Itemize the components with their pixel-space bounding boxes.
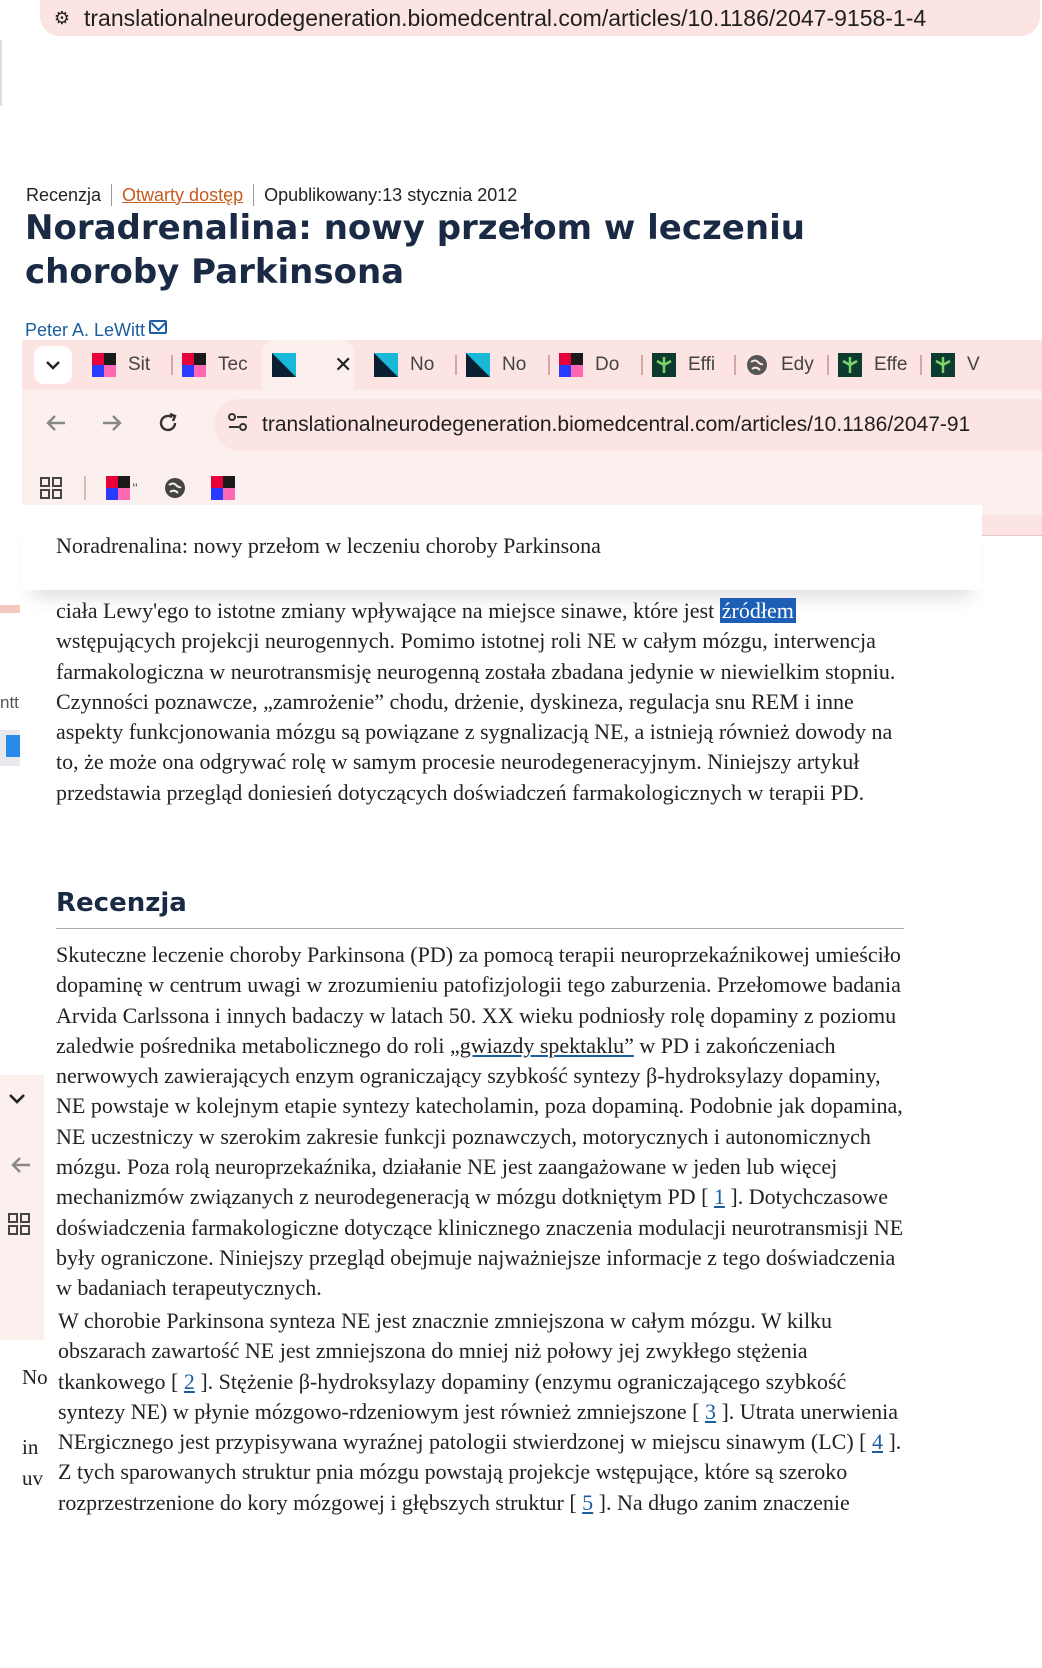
translational-logo-icon	[272, 353, 296, 377]
background-url-text: translationalneurodegeneration.biomedcentral.com/articles/10.1186/2047-9158-1-4	[84, 4, 927, 31]
site-info-icon[interactable]: ⚙	[53, 7, 71, 28]
body-paragraph-2	[58, 1306, 908, 1518]
tab-2[interactable]	[172, 345, 262, 385]
tab-6[interactable]	[549, 345, 642, 385]
author-name[interactable]: Peter A. LeWitt	[25, 320, 146, 340]
author-link[interactable]	[25, 320, 167, 341]
meta-divider	[253, 184, 254, 206]
window-fragment-text: ntt	[0, 693, 19, 712]
apps-button[interactable]	[34, 471, 68, 505]
text-run: W chorobie Parkinsona synteza NE jest znacznie zmniejszona w całym mózgu. W kilku obszarach zawartość NE jest zmniejszona do mniej niż połowy jej zwykłego stężenia tkankowego [	[58, 1308, 833, 1394]
background-window-fragment	[0, 1075, 44, 1340]
sticky-title-text: Noradrenalina: nowy przełom w leczeniu choroby Parkinsona	[56, 533, 601, 558]
apps-grid-icon[interactable]	[8, 1213, 30, 1235]
email-icon[interactable]	[149, 320, 167, 334]
body-paragraph-1	[56, 940, 904, 1304]
reload-button[interactable]	[140, 410, 196, 441]
globe-icon	[745, 353, 769, 377]
tab-1[interactable]	[82, 345, 172, 385]
citation-link[interactable]: 5	[582, 1489, 594, 1515]
navigation-toolbar	[22, 390, 1042, 460]
arrow-left-icon	[45, 412, 67, 434]
citation-link[interactable]: 3	[704, 1398, 716, 1424]
arrow-left-icon[interactable]	[10, 1155, 32, 1175]
green-journal-icon	[838, 353, 862, 377]
translational-logo-icon	[374, 353, 398, 377]
abstract-paragraph	[56, 596, 904, 808]
window-fragment	[6, 735, 20, 757]
window-fragment-text: in	[22, 1435, 39, 1459]
underlined-phrase[interactable]: „gwiazdy spektaklu”	[450, 1032, 634, 1058]
tab-label: Effe	[874, 354, 908, 375]
article-type: Recenzja	[26, 184, 102, 205]
text-run: ]. Dotychczasowe doświadczenia farmakologiczne dotyczące klinicznego znaczenia modulacji neurotransmisji NE były ograniczone. Niniejszy przegląd obejmuje najważniejsze informacje z tego doświadczenia w badaniach terapeutycznych.	[56, 1184, 904, 1301]
bmc-logo-icon	[559, 353, 583, 377]
tab-5[interactable]	[456, 345, 549, 385]
tab-strip	[22, 340, 1042, 390]
window-fragment-text: uv	[22, 1466, 43, 1490]
open-access-link[interactable]: Otwarty dostęp	[122, 184, 244, 205]
text-run: wstępujących projekcji neurogennych. Pomimo istotnej roli NE w całym mózgu, interwencja farmakologiczna w neurotransmisję neurogenną została zbadana jedynie w niewielkim stopniu. Czynności poznawcze, „zamrożenie” chodu, drżenie, dyskineza, regulacja snu REM i inne aspekty funkcjonowania mózgu są powiązane z sygnalizacją NE, a istnieją również dowody na to, że może ona odgrywać rolę w samym procesie neurodegeneracyjnym. Niniejszy artykuł przedstawia przegląd doniesień dotyczących doświadczeń farmakologicznych w terapii PD.	[56, 628, 896, 805]
back-button[interactable]	[28, 410, 84, 441]
background-address-bar[interactable]	[40, 0, 1040, 36]
article-title: Noradrenalina: nowy przełom w leczeniu choroby Parkinsona	[25, 208, 805, 292]
text-run: w PD i zakończeniach nerwowych zawierających enzym ograniczający szybkość syntezy β-hydroksylazy dopaminy, NE powstaje w kolejnym etapie syntezy katecholamin, poza dopaminą. Podobnie jak dopamina, NE uczestniczy w szerokim zakresie funkcji poznawczych, motorycznych i autonomicznych mózgu. Poza rolą neuroprzekaźnika, działanie NE jest zaangażowane w jeden lub więcej mechanizmów związanych z neurodegeneracją w mózgu dotkniętym PD [	[56, 1032, 903, 1210]
green-journal-icon	[931, 353, 955, 377]
tab-label: Do	[595, 354, 620, 375]
tab-active[interactable]	[262, 340, 354, 390]
close-tab-icon[interactable]: ✕	[334, 352, 353, 377]
bmc-logo-icon	[211, 476, 235, 500]
tab-search-dropdown[interactable]	[34, 346, 72, 384]
url-text[interactable]: translationalneurodegeneration.biomedcentral.com/articles/10.1186/2047-91	[262, 413, 971, 436]
bookmark-1[interactable]	[98, 471, 146, 505]
text-run: ]. Utrata unerwienia NErgicznego jest przypisywana wyraźnej patologii stwierdzonej w miejscu sinawym (LC) [	[58, 1398, 899, 1455]
citation-link[interactable]: 2	[183, 1368, 195, 1394]
window-fragment-text: No	[22, 1365, 48, 1389]
text-run: Skuteczne leczenie choroby Parkinsona (PD) za pomocą terapii neuroprzekaźnikowej umieściło dopaminę w centrum uwagi w zrozumieniu patofizjologii tego zaburzenia. Przełomowe badania Arvida Carlssona i innych badaczy w latach 50. XX wieku podniosły rolę dopaminy z poziomu zaledwie pośrednika metabolicznego do roli	[56, 942, 901, 1058]
tab-label: Effi	[688, 354, 716, 375]
bmc-logo-icon	[106, 476, 130, 500]
chevron-down-icon	[45, 360, 61, 370]
bookmarks-divider	[84, 476, 86, 500]
tab-7[interactable]	[642, 345, 735, 385]
tab-label: Sit	[128, 354, 151, 375]
tab-8[interactable]	[735, 345, 828, 385]
green-journal-icon	[652, 353, 676, 377]
site-info-icon[interactable]	[214, 412, 262, 438]
window-edge	[0, 40, 2, 106]
section-heading: Recenzja	[56, 888, 187, 918]
tab-label: No	[410, 354, 435, 375]
sticky-article-header	[22, 505, 982, 590]
tab-9[interactable]	[828, 345, 921, 385]
tab-label: V	[967, 354, 980, 375]
tab-10[interactable]	[921, 345, 981, 385]
bookmark-label: ''	[132, 479, 138, 496]
bmc-logo-icon	[182, 353, 206, 377]
translational-logo-icon	[466, 353, 490, 377]
text-run: ]. Stężenie β-hydroksylazy dopaminy (enzymu ograniczającego szybkość syntezy NE) w płynie mózgowo-rdzeniowym jest również zmniejszone [	[58, 1368, 847, 1424]
reload-icon	[157, 412, 179, 434]
meta-divider	[111, 184, 112, 206]
globe-icon	[163, 476, 187, 500]
chevron-down-icon[interactable]	[8, 1093, 26, 1105]
text-run: ]. Na długo zanim znaczenie	[593, 1489, 850, 1515]
tab-label: No	[502, 354, 527, 375]
bookmark-2[interactable]	[158, 471, 192, 505]
forward-button[interactable]	[84, 410, 140, 441]
tab-4[interactable]	[364, 345, 456, 385]
tab-label: Tec	[218, 354, 248, 375]
citation-link[interactable]: 4	[871, 1429, 883, 1455]
apps-grid-icon	[40, 477, 62, 499]
text-run: ciała Lewy'ego to istotne zmiany wpływające na miejsce sinawe, które jest	[56, 598, 720, 623]
published-date: Opublikowany:13 stycznia 2012	[264, 184, 518, 205]
text-run: ]. Z tych sparowanych struktur pnia mózgu powstają projekcje wstępujące, które są szeroko rozprzestrzenione do kory mózgowej i głębszych struktur [	[58, 1429, 902, 1515]
selected-text[interactable]: źródłem	[721, 598, 794, 623]
tab-label: Edy	[781, 354, 814, 375]
tune-icon	[227, 412, 249, 432]
address-bar[interactable]	[214, 399, 1042, 451]
bookmark-3[interactable]	[206, 471, 240, 505]
window-fragment	[0, 605, 20, 613]
article-meta	[26, 184, 517, 206]
section-divider	[56, 928, 904, 929]
citation-link[interactable]: 1	[713, 1184, 725, 1210]
bmc-logo-icon	[92, 353, 116, 377]
arrow-right-icon	[101, 412, 123, 434]
